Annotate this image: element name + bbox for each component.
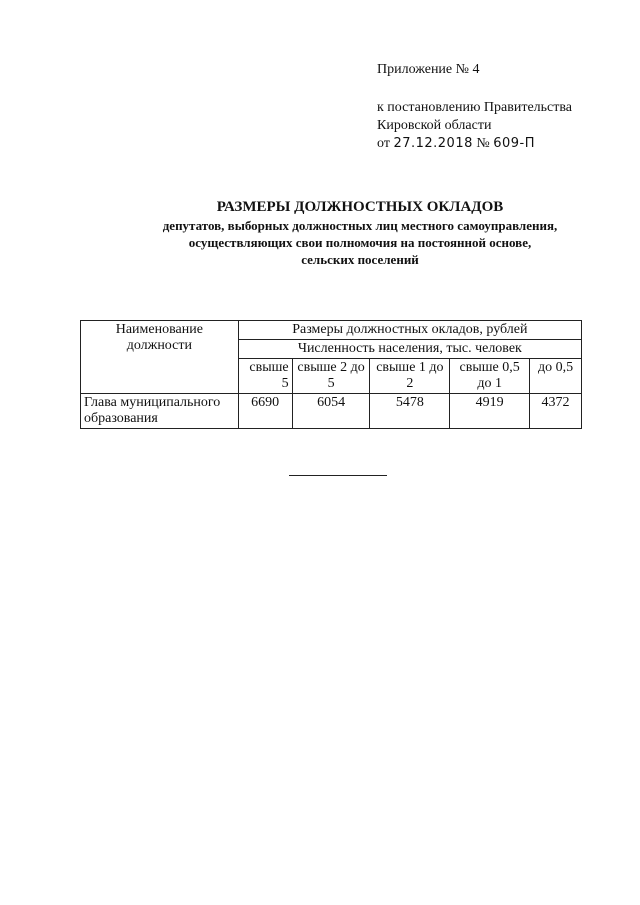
header-bracket: свыше 5 xyxy=(238,359,292,394)
header-bracket: до 0,5 xyxy=(530,359,582,394)
document-title-block xyxy=(80,198,640,268)
appendix-decree: к постановлению Правительства xyxy=(377,100,573,115)
row-position: Глава муниципального образования xyxy=(81,394,239,429)
table-header-row-1 xyxy=(81,321,582,340)
header-salaries: Размеры должностных окладов, рублей xyxy=(238,321,581,340)
table-row xyxy=(81,394,582,429)
header-bracket: свыше 0,5 до 1 xyxy=(450,359,530,394)
row-value: 6690 xyxy=(238,394,292,429)
handwritten-date: 27.12.2018 xyxy=(393,136,473,151)
appendix-region: Кировской области xyxy=(377,118,492,133)
appendix-number: Приложение № 4 xyxy=(377,62,480,77)
row-value: 4919 xyxy=(450,394,530,429)
number-prefix: № xyxy=(476,136,490,151)
header-bracket: свыше 2 до 5 xyxy=(292,359,370,394)
document-subtitle-line-3: сельских поселений xyxy=(301,252,419,267)
appendix-date-line xyxy=(377,135,572,153)
document-subtitle-line-2: осуществляющих свои полномочия на постоянной основе, xyxy=(188,235,532,250)
document-subtitle-line-1: депутатов, выборных должностных лиц местного самоуправления, xyxy=(162,218,558,233)
row-value: 4372 xyxy=(530,394,582,429)
closing-rule xyxy=(289,475,387,476)
header-population: Численность населения, тыс. человек xyxy=(238,340,581,359)
row-value: 6054 xyxy=(292,394,370,429)
row-value: 5478 xyxy=(370,394,450,429)
handwritten-number: 609-П xyxy=(493,136,536,151)
salary-table xyxy=(80,320,582,429)
date-prefix: от xyxy=(377,136,390,151)
appendix-block xyxy=(377,61,572,153)
header-bracket: свыше 1 до 2 xyxy=(370,359,450,394)
header-position: Наименование должности xyxy=(81,321,239,394)
document-title: РАЗМЕРЫ ДОЛЖНОСТНЫХ ОКЛАДОВ xyxy=(216,199,504,215)
